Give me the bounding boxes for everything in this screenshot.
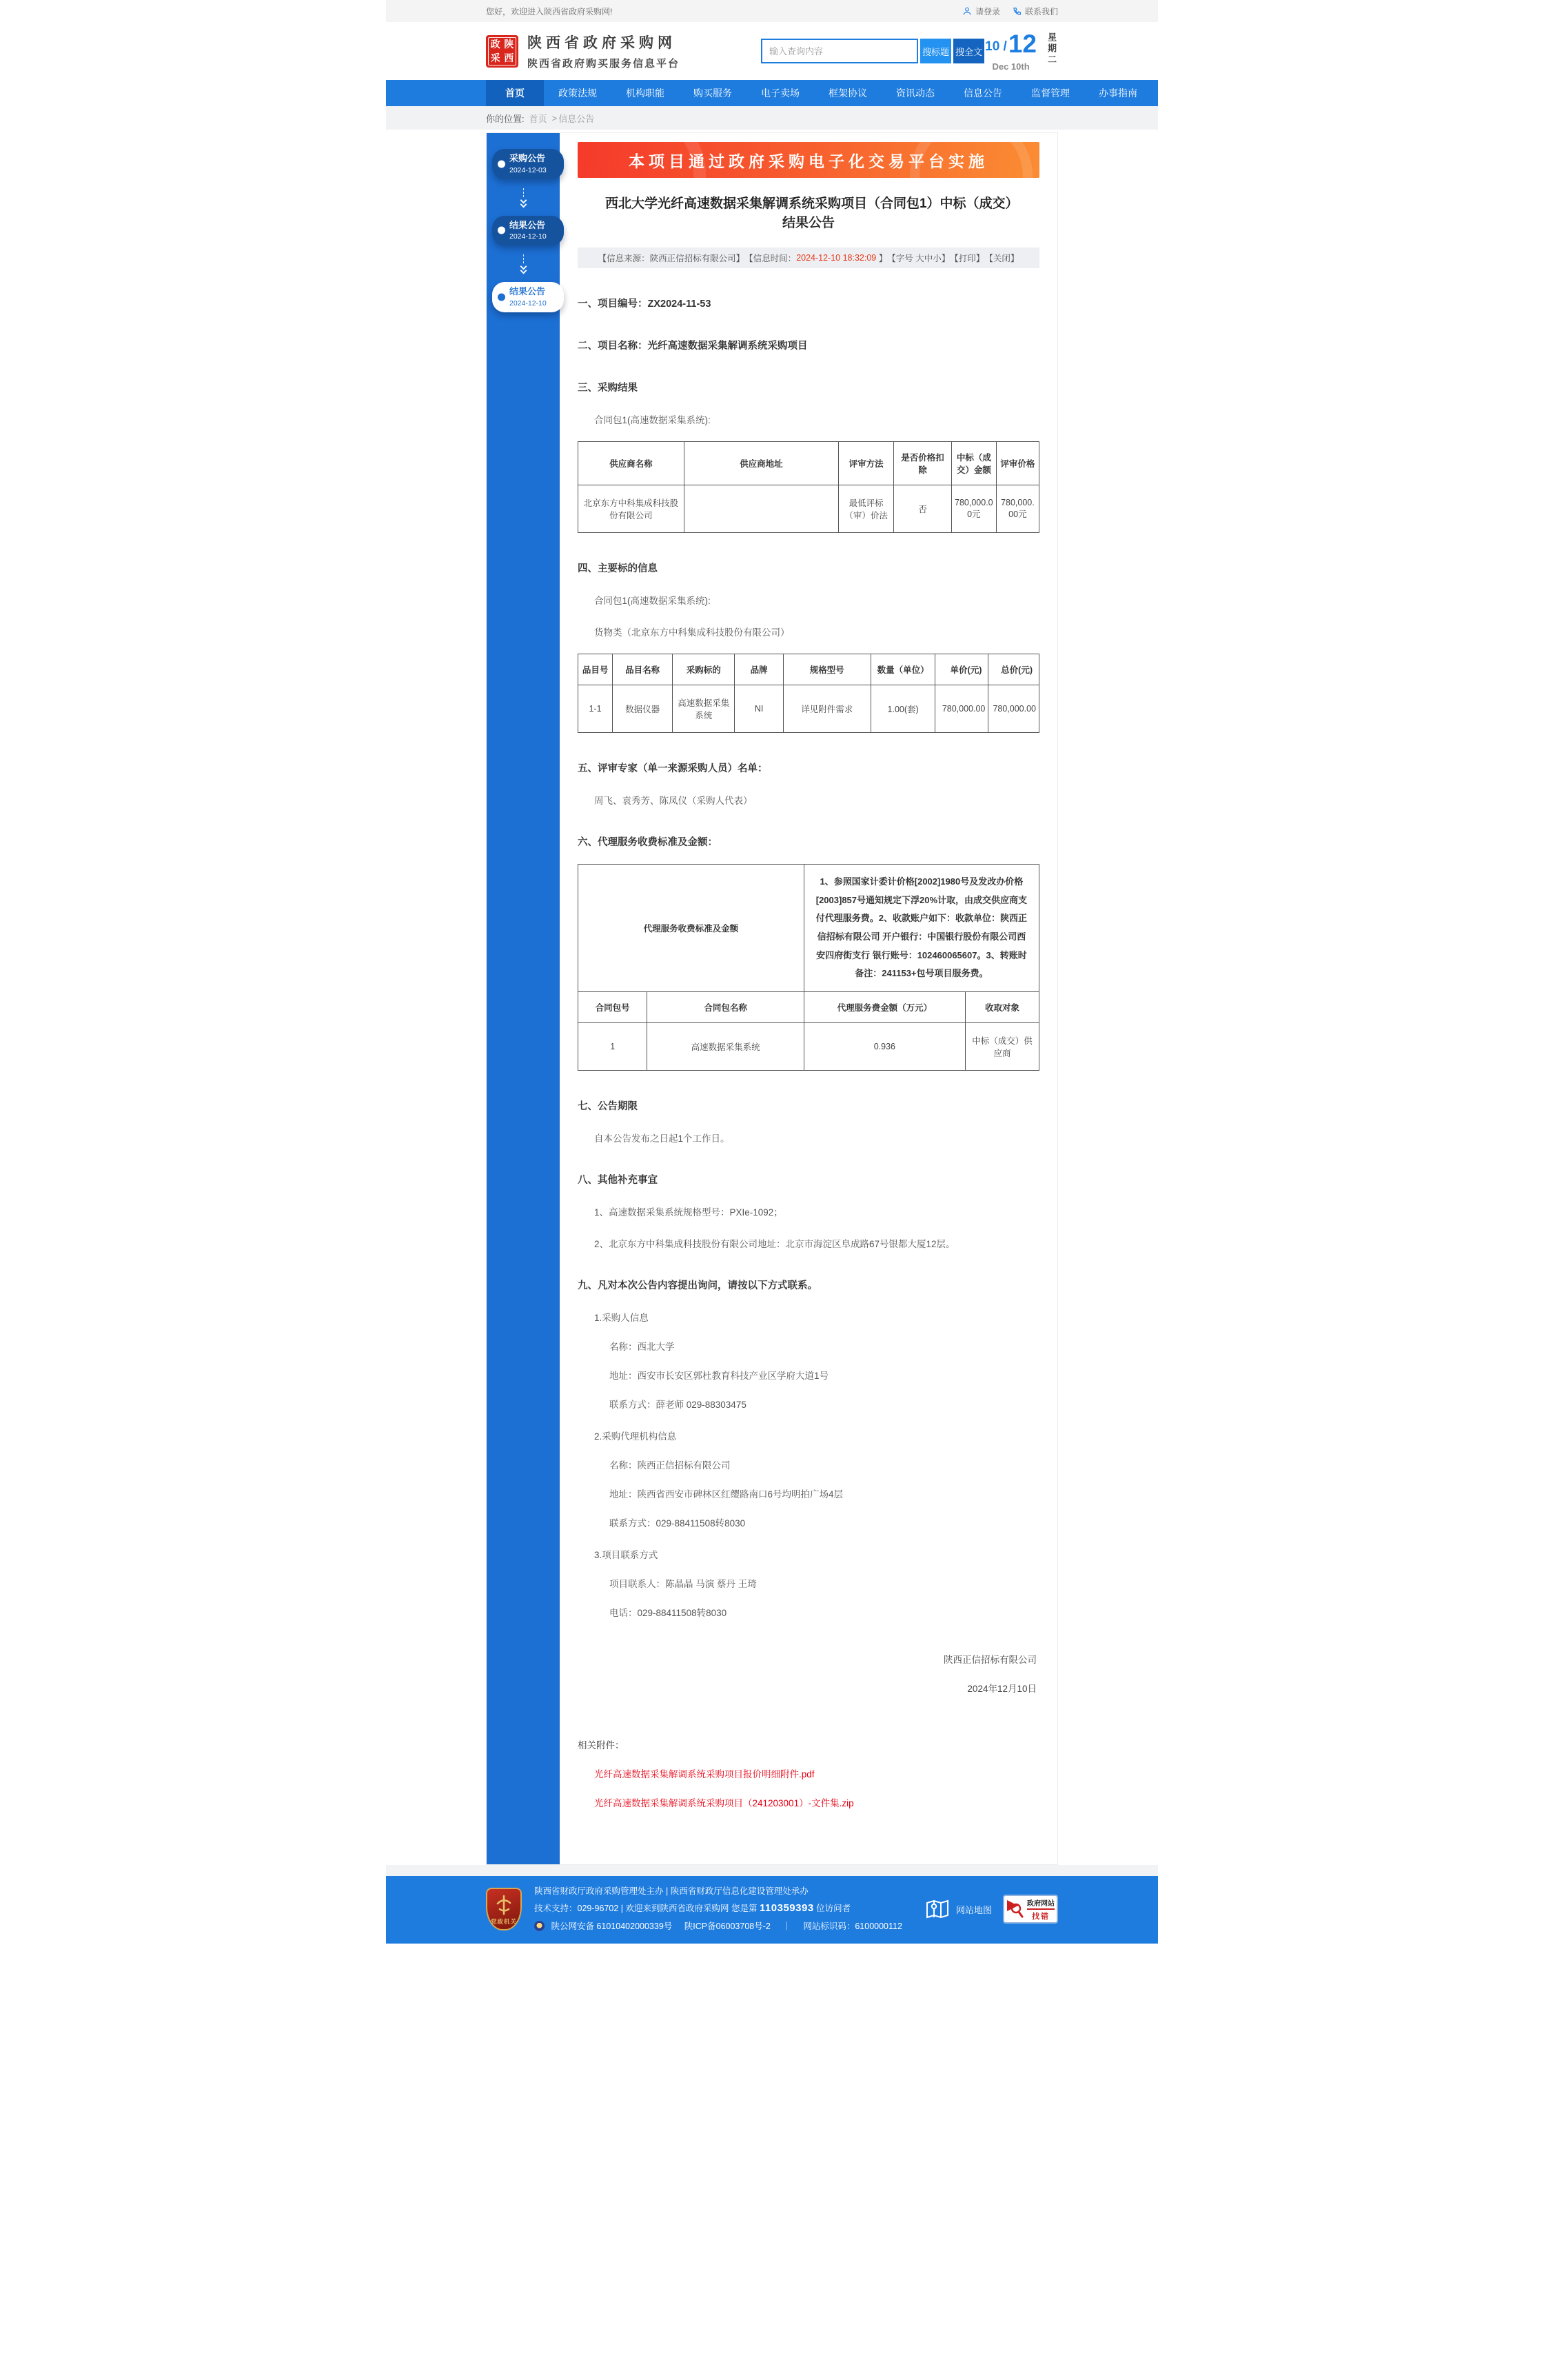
- section-6-heading: 六、代理服务收费标准及金额：: [578, 837, 718, 849]
- timeline-dot: [498, 227, 505, 234]
- search-fulltext-button[interactable]: 搜全文: [953, 39, 984, 63]
- timeline-arrow-icon: [487, 254, 560, 273]
- date-day: 12: [1008, 29, 1037, 58]
- meta-source: 【信息来源：陕西正信招标有限公司】: [598, 254, 745, 264]
- meta-fontsize-prefix: 【字号: [887, 254, 916, 264]
- col-header: 收取对象: [965, 991, 1039, 1022]
- section-4-package: 合同包1(高速数据采集系统):: [594, 596, 711, 607]
- fee-standard-text-cell: 1、参照国家计委计价格[2002]1980号及发改办价格[2003]857号通知规定下浮20%计取，由成交供应商支付代理服务费。2、收款账户如下：收款单位：陕西正信招标有限公司 开户银行：中国银行股份有限公司西安四府街支行 银行账号：102460065607。3、转账时备注：241153+包号项目服务费。: [804, 865, 1039, 992]
- breadcrumb-home[interactable]: 首页: [529, 113, 547, 124]
- quantity-cell: 1.00(套): [871, 685, 935, 733]
- nav-item-supervision[interactable]: 监督管理: [1031, 88, 1070, 99]
- icp-registration[interactable]: 陕ICP备06003708号-2: [684, 1922, 771, 1932]
- col-header: 中标（成交）金额: [951, 442, 996, 485]
- brand-cell: NI: [735, 685, 783, 733]
- font-size-medium-button[interactable]: 中: [924, 254, 933, 264]
- agency-fee-amount-cell: 0.936: [804, 1022, 965, 1070]
- search-box: [761, 39, 984, 63]
- supplier-address-cell: [684, 485, 838, 533]
- col-header: 合同包号: [578, 991, 647, 1022]
- agency-fee-table: [578, 864, 1039, 1071]
- main-container: [486, 132, 1058, 1865]
- nav-item-framework[interactable]: 框架协议: [829, 88, 867, 99]
- section-2-heading: 二、项目名称：光纤高速数据采集解调系统采购项目: [578, 341, 808, 352]
- footer-support-suffix: 位访问者: [813, 1904, 851, 1914]
- phone-icon: [1013, 7, 1022, 16]
- col-header: 规格型号: [783, 654, 871, 685]
- col-header: 品目名称: [613, 654, 673, 685]
- table-row: [578, 1022, 1039, 1070]
- project-contact-names: 项目联系人：陈晶晶 马演 蔡丹 王琦: [609, 1578, 757, 1589]
- col-header: 采购标的: [673, 654, 735, 685]
- breadcrumb: [386, 106, 1158, 130]
- item-no-cell: 1-1: [578, 685, 613, 733]
- table-row: [578, 865, 1039, 992]
- timeline-step-title: 结果公告: [509, 219, 546, 230]
- section-4-category: 货物类（北京东方中科集成科技股份有限公司）: [594, 627, 790, 638]
- nav-item-announcements[interactable]: 信息公告: [964, 88, 1002, 99]
- items-table: [578, 654, 1039, 733]
- nav-item-guide[interactable]: 办事指南: [1099, 88, 1137, 99]
- error-flag-magnifier-icon: [1006, 1899, 1024, 1919]
- agent-info-title: 2.采购代理机构信息: [594, 1431, 677, 1442]
- font-size-large-button[interactable]: 大: [915, 254, 924, 264]
- package-name-cell: 高速数据采集系统: [647, 1022, 804, 1070]
- footer-divider: ｜: [782, 1922, 791, 1932]
- timeline-dot: [498, 160, 505, 168]
- col-header: 总价(元): [988, 654, 1039, 685]
- agent-contact: 联系方式：029-88411508转8030: [609, 1517, 746, 1529]
- section-7-heading: 七、公告期限: [578, 1100, 638, 1112]
- attachments-label: 相关附件：: [578, 1739, 624, 1751]
- section-4-heading: 四、主要标的信息: [578, 563, 658, 575]
- supplement-item-2: 2、北京东方中科集成科技股份有限公司地址：北京市海淀区阜成路67号银都大厦12层。: [594, 1238, 955, 1249]
- logo-char: 陕: [504, 39, 514, 50]
- breadcrumb-current[interactable]: 信息公告: [558, 113, 595, 124]
- nav-item-emall[interactable]: 电子卖场: [761, 88, 800, 99]
- section-9-heading: 九、凡对本次公告内容提出询问，请按以下方式联系。: [578, 1280, 817, 1291]
- section-5-heading: 五、评审专家（单一来源采购人员）名单：: [578, 763, 768, 775]
- nav-item-news[interactable]: 资讯动态: [896, 88, 935, 99]
- package-no-cell: 1: [578, 1022, 647, 1070]
- agent-name: 名称：陕西正信招标有限公司: [609, 1460, 731, 1471]
- platform-banner: 本项目通过政府采购电子化交易平台实施: [578, 142, 1039, 178]
- award-amount-cell: 780,000.00元: [951, 485, 996, 533]
- timeline-step-result-notice-2[interactable]: [492, 282, 564, 312]
- agent-address: 地址：陕西省西安市碑林区红缨路南口6号均明拍广场4层: [609, 1489, 844, 1500]
- login-label: 请登录: [975, 6, 1000, 17]
- signature-block: [578, 1652, 1039, 1695]
- buyer-name: 名称：西北大学: [609, 1341, 675, 1352]
- buyer-address: 地址：西安市长安区郭杜教育科技产业区学府大道1号: [609, 1370, 829, 1381]
- supplement-item-1: 1、高速数据采集系统规格型号：PXIe-1092；: [594, 1207, 783, 1218]
- font-size-small-button[interactable]: 小: [933, 254, 942, 264]
- timeline-step-date: 2024-12-03: [509, 165, 547, 174]
- meta-time: 2024-12-10 18:32:09: [796, 253, 877, 263]
- footer-support-prefix: 技术支持：029-96702 | 欢迎来到陕西省政府采购网 您是第: [534, 1904, 760, 1914]
- col-header: 品牌: [735, 654, 783, 685]
- site-title: 陕西省政府采购网: [527, 35, 676, 51]
- unit-price-cell: 780,000.00: [935, 685, 988, 733]
- logo-char: 政: [490, 39, 500, 50]
- website-error-report-button[interactable]: [1003, 1895, 1058, 1924]
- date-month: 10 /: [985, 39, 1007, 54]
- col-header: 评审价格: [996, 442, 1039, 485]
- expert-names: 周飞、袁秀芳、陈凤仪（采购人代表）: [594, 796, 753, 807]
- footer-registration-line: [534, 1921, 902, 1931]
- fee-payer-cell: 中标（成交）供应商: [965, 1022, 1039, 1070]
- table-header-row: [578, 991, 1039, 1022]
- breadcrumb-separator: >: [551, 112, 558, 123]
- review-price-cell: 780,000.00元: [996, 485, 1039, 533]
- timeline-step-result-notice-1[interactable]: [492, 216, 564, 246]
- site-logo[interactable]: [486, 35, 518, 68]
- site-footer: [386, 1876, 1158, 1944]
- timeline-step-title: 采购公告: [509, 153, 546, 163]
- error-logo-subtitle: 找错: [1032, 1912, 1050, 1921]
- attachment-zip-link[interactable]: 光纤高速数据采集解调系统采购项目（241203001）-文件集.zip: [594, 1797, 854, 1808]
- login-link[interactable]: [962, 6, 1000, 17]
- fee-standard-label-cell: 代理服务收费标准及金额: [578, 865, 804, 992]
- announcement-timeline: [487, 133, 560, 1864]
- date-weekday: 星期二: [1046, 32, 1057, 65]
- timeline-step-date: 2024-12-10: [509, 232, 547, 241]
- procurement-target-cell: 高速数据采集系统: [673, 685, 735, 733]
- col-header: 是否价格扣除: [894, 442, 952, 485]
- signature-company: 陕西正信招标有限公司: [944, 1654, 1037, 1665]
- article-content: [560, 133, 1057, 1864]
- col-header: 数量（单位）: [871, 654, 935, 685]
- timeline-step-title: 结果公告: [509, 286, 546, 297]
- col-header: 合同包名称: [647, 991, 804, 1022]
- supplier-name-cell: 北京东方中科集成科技股份有限公司: [578, 485, 684, 533]
- date-english: Dec 10th: [992, 61, 1030, 72]
- nav-item-home[interactable]: 首页: [486, 80, 544, 106]
- attachment-pdf-link[interactable]: 光纤高速数据采集解调系统采购项目报价明细附件.pdf: [594, 1768, 815, 1779]
- table-row: [578, 485, 1039, 533]
- col-header: 供应商名称: [578, 442, 684, 485]
- col-header: 品目号: [578, 654, 613, 685]
- site-logo-seal: [488, 37, 516, 65]
- nav-item-functions[interactable]: 机构职能: [626, 88, 664, 99]
- col-header: 代理服务费金额（万元）: [804, 991, 965, 1022]
- security-registration[interactable]: 陕公网安备 61010402000339号: [551, 1922, 673, 1932]
- breadcrumb-label: 你的位置:: [486, 113, 525, 124]
- logo-char: 采: [490, 52, 500, 63]
- site-identifier-code: 网站标识码：6100000112: [803, 1922, 902, 1932]
- user-icon: [962, 6, 972, 16]
- timeline-step-date: 2024-12-10: [509, 299, 547, 307]
- meta-time-prefix: 【信息时间：: [744, 254, 797, 264]
- welcome-text: 您好，欢迎进入陕西省政府采购网!: [486, 6, 613, 17]
- close-button[interactable]: 【关闭】: [984, 254, 1019, 264]
- nav-item-policy[interactable]: 政策法规: [558, 88, 597, 99]
- contact-link[interactable]: [1013, 6, 1058, 17]
- timeline-arrow-icon: [487, 188, 560, 207]
- table-header-row: [578, 654, 1039, 685]
- section-1-heading: 一、项目编号：ZX2024-11-53: [578, 299, 711, 310]
- timeline-step-purchase-notice[interactable]: [492, 149, 564, 179]
- contact-label: 联系我们: [1024, 6, 1058, 17]
- article-title: 西北大学光纤高速数据采集解调系统采购项目（合同包1）中标（成交）结果公告: [605, 196, 1013, 230]
- section-8-heading: 八、其他补充事宜: [578, 1174, 658, 1186]
- review-method-cell: 最低评标（审）价法: [838, 485, 893, 533]
- item-name-cell: 数据仪器: [613, 685, 673, 733]
- price-deduction-cell: 否: [894, 485, 952, 533]
- pre-footer-strip: [386, 1865, 1158, 1876]
- footer-organizer-line: 陕西省财政厅政府采购管理处主办 | 陕西省财政厅信息化建设管理处承办: [534, 1886, 809, 1896]
- signature-date: 2024年12月10日: [967, 1683, 1037, 1694]
- buyer-info-title: 1.采购人信息: [594, 1312, 649, 1323]
- result-table: [578, 441, 1039, 533]
- date-widget: [985, 31, 1058, 72]
- print-button[interactable]: 【打印】: [950, 254, 985, 264]
- section-3-package: 合同包1(高速数据采集系统):: [594, 415, 711, 426]
- main-nav: [386, 80, 1158, 106]
- notice-period-text: 自本公告发布之日起1个工作日。: [594, 1133, 730, 1144]
- section-3-heading: 三、采购结果: [578, 383, 638, 394]
- search-title-button[interactable]: 搜标题: [920, 39, 951, 63]
- site-header: [386, 22, 1158, 80]
- search-input[interactable]: [761, 39, 918, 63]
- total-price-cell: 780,000.00: [988, 685, 1039, 733]
- spec-model-cell: 详见附件需求: [783, 685, 871, 733]
- map-icon: [926, 1899, 949, 1919]
- col-header: 评审方法: [838, 442, 893, 485]
- table-header-row: [578, 442, 1039, 485]
- meta-fontsize-suffix: 】: [941, 254, 951, 264]
- col-header: 供应商地址: [684, 442, 838, 485]
- police-badge-icon: [534, 1921, 545, 1931]
- footer-support-line: [534, 1903, 902, 1913]
- article-meta-bar: [578, 248, 1039, 268]
- top-bar: [386, 0, 1158, 22]
- meta-time-suffix: 】: [876, 254, 888, 264]
- sitemap-link[interactable]: [926, 1899, 992, 1919]
- visitor-count: 110359393: [759, 1902, 814, 1915]
- site-subtitle: 陕西省政府购买服务信息平台: [527, 58, 680, 70]
- col-header: 单价(元): [935, 654, 988, 685]
- error-logo-title: 政府网站: [1027, 1897, 1055, 1910]
- logo-char: 西: [504, 52, 514, 63]
- project-contact-phone: 电话：029-88411508转8030: [609, 1607, 727, 1618]
- government-badge-icon: [486, 1888, 522, 1930]
- project-contact-title: 3.项目联系方式: [594, 1549, 658, 1560]
- timeline-dot: [498, 293, 505, 301]
- badge-label: 党政机关: [490, 1918, 517, 1926]
- sitemap-label: 网站地图: [955, 1904, 992, 1915]
- table-row: [578, 685, 1039, 733]
- nav-item-purchase-service[interactable]: 购买服务: [693, 88, 732, 99]
- buyer-contact: 联系方式：薛老师 029-88303475: [609, 1399, 746, 1410]
